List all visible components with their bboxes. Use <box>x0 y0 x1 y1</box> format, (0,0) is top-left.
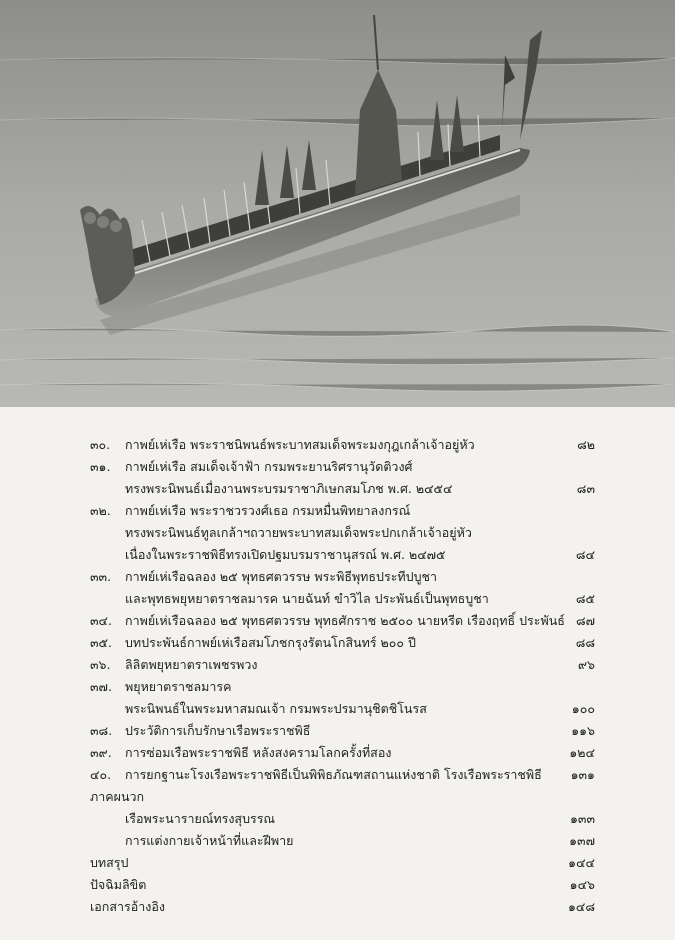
entry-number: ๔๐. <box>90 767 112 782</box>
entry-title: กาพย์เห่เรือ พระราชนิพนธ์พระบาทสมเด็จพระมงกุฎเกล้าเจ้าอยู่หัว <box>125 437 475 452</box>
entry-title: การซ่อมเรือพระราชพิธี หลังสงครามโลกครั้งที่สอง <box>125 745 392 760</box>
entry-number: ๓๙. <box>90 745 112 760</box>
entry-page-number: ๑๑๖ <box>571 723 595 738</box>
entry-page-number: ๑๓๑ <box>570 767 595 782</box>
entry-title: พระนิพนธ์ในพระมหาสมณเจ้า กรมพระปรมานุชิตชิโนรส <box>125 701 427 716</box>
entry-title: ภาคผนวก <box>90 789 145 804</box>
entry-page-number: ๑๐๐ <box>571 701 595 716</box>
entry-title: กาพย์เห่เรือ สมเด็จเจ้าฟ้า กรมพระยานริศรานุวัดติวงศ์ <box>125 459 413 474</box>
entry-page-number: ๘๗ <box>575 613 595 628</box>
entry-title: ทรงพระนิพนธ์เมื่องานพระบรมราชาภิเษกสมโภช พ.ศ. ๒๔๕๔ <box>125 481 453 496</box>
royal-barge-photo <box>0 0 675 407</box>
entry-title: ลิลิตพยุหยาตราเพชรพวง <box>125 657 258 672</box>
entry-number: ๓๓. <box>90 569 112 584</box>
entry-page-number: ๑๔๘ <box>567 899 595 914</box>
entry-number: ๓๐. <box>90 437 111 452</box>
entry-page-number: ๘๒ <box>577 437 595 452</box>
entry-page-number: ๑๓๓ <box>569 811 595 826</box>
entry-title: เรือพระนารายณ์ทรงสุบรรณ <box>125 811 276 826</box>
entry-page-number: ๘๕ <box>575 591 595 606</box>
entry-title: เอกสารอ้างอิง <box>90 899 165 914</box>
entry-page-number: ๑๔๖ <box>569 877 595 892</box>
entry-title: การแต่งกายเจ้าหน้าที่และฝีพาย <box>125 833 294 848</box>
entry-title: และพุทธพยุหยาตราชลมารค นายฉันท์ ขำวิไล ประพันธ์เป็นพุทธบูชา <box>125 591 489 606</box>
entry-number: ๓๒. <box>90 503 111 518</box>
entry-page-number: ๑๓๗ <box>569 833 595 848</box>
entry-number: ๓๔. <box>90 613 112 628</box>
entry-title: กาพย์เห่เรือฉลอง ๒๕ พุทธศตวรรษ พระพิธีพุทธประทีปบูชา <box>125 569 438 584</box>
entry-title: ประวัติการเก็บรักษาเรือพระราชพิธี <box>125 723 311 738</box>
entry-number: ๓๘. <box>90 723 113 738</box>
entry-number: ๓๕. <box>90 635 112 650</box>
entry-number: ๓๗. <box>90 679 112 694</box>
entry-title: พยุหยาตราชลมารค <box>125 679 232 694</box>
entry-title: กาพย์เห่เรือ พระราชวรวงศ์เธอ กรมหมื่นพิทยาลงกรณ์ <box>125 503 411 518</box>
entry-page-number: ๘๔ <box>575 547 595 562</box>
entry-page-number: ๑๒๔ <box>569 745 595 760</box>
entry-page-number: ๙๖ <box>577 657 595 672</box>
entry-title: บทสรุป <box>90 855 129 870</box>
entry-title: กาพย์เห่เรือฉลอง ๒๕ พุทธศตวรรษ พุทธศักราช ๒๕๐๐ นายหรีด เรืองฤทธิ์ ประพันธ์ <box>125 613 565 628</box>
entry-title: ทรงพระนิพนธ์ทูลเกล้าฯถวายพระบาทสมเด็จพระปกเกล้าเจ้าอยู่หัว <box>125 525 472 540</box>
table-of-contents <box>0 407 675 940</box>
entry-page-number: ๑๔๔ <box>568 855 595 870</box>
entry-page-number: ๘๘ <box>575 635 595 650</box>
entry-number: ๓๑. <box>90 459 111 474</box>
entry-page-number: ๘๓ <box>576 481 595 496</box>
entry-title: ปัจฉิมลิขิต <box>90 877 147 892</box>
entry-title: การยกฐานะโรงเรือพระราชพิธีเป็นพิพิธภัณฑสถานแห่งชาติ โรงเรือพระราชพิธี <box>125 767 542 782</box>
entry-number: ๓๖. <box>90 657 111 672</box>
entry-title: บทประพันธ์กาพย์เห่เรือสมโภชกรุงรัตนโกสินทร์ ๒๐๐ ปี <box>125 635 416 650</box>
entry-title: เนื่องในพระราชพิธีทรงเปิดปฐมบรมราชานุสรณ์ พ.ศ. ๒๔๗๕ <box>125 547 446 562</box>
